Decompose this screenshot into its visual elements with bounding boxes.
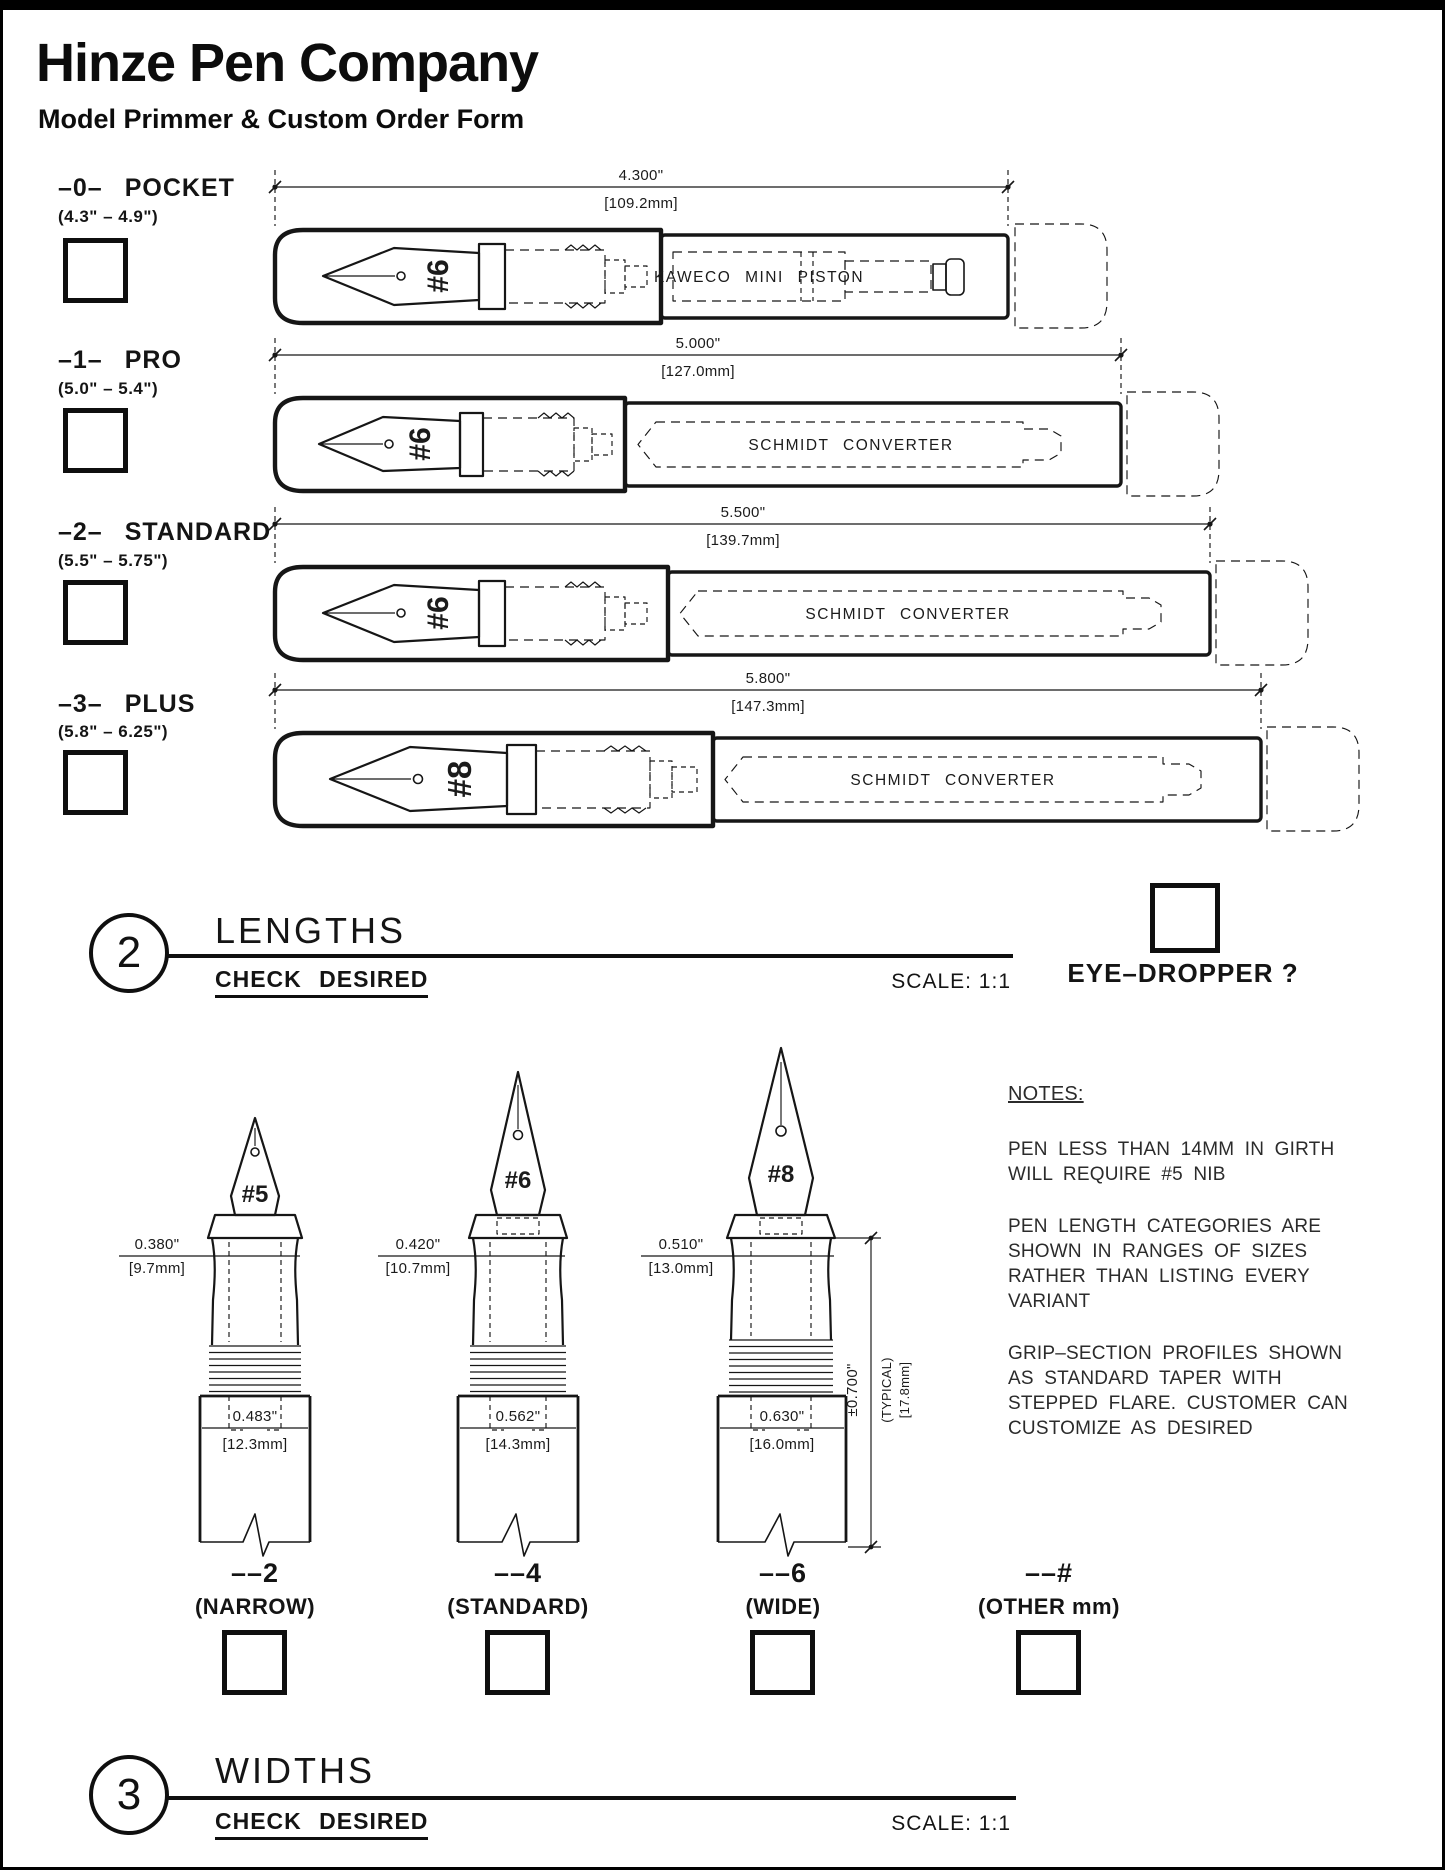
length-mm: [127.0mm] [661, 363, 735, 380]
pen-drawing-pocket [243, 160, 1373, 335]
scale-label: SCALE: 1:1 [891, 1812, 1011, 1835]
note-item: GRIP–SECTION PROFILES SHOWN AS STANDARD TAPER WITH STEPPED FLARE. CUSTOMER CAN CUSTOMIZE AS DESIRED [1008, 1343, 1348, 1439]
length-option-plus-label [58, 690, 195, 719]
length-name: PRO [124, 346, 182, 374]
length-inches: 5.500" [720, 504, 766, 521]
width-code-other: ––# [1024, 1558, 1074, 1588]
dimension [269, 335, 1127, 394]
cap-outline [1216, 561, 1308, 665]
checkbox-length-pro[interactable] [63, 408, 128, 473]
pen-outline [275, 727, 1359, 831]
length-code: –0– [58, 174, 103, 202]
width-mm: [16.0mm] [749, 1436, 815, 1453]
width-code-narrow: ––2 [230, 1558, 280, 1588]
filling-system-outline [680, 591, 1161, 636]
nib-drawing [330, 745, 697, 814]
filling-system-outline [638, 422, 1061, 467]
width-inches: 0.510" [658, 1236, 704, 1253]
bottom-width-dimension [460, 1408, 576, 1453]
length-mm: [139.7mm] [706, 532, 780, 549]
filling-system-label: SCHMIDT CONVERTER [748, 437, 954, 454]
scale-label: SCALE: 1:1 [891, 970, 1011, 993]
nib-size-label: #6 [404, 427, 437, 461]
width-inches: 0.483" [232, 1408, 278, 1425]
length-code: –1– [58, 346, 103, 374]
checkbox-length-plus[interactable] [63, 750, 128, 815]
length-range: (5.8" – 6.25") [58, 722, 169, 741]
filling-system-outline [654, 252, 964, 301]
pen-drawing-pro [243, 328, 1373, 503]
length-inches: 4.300" [618, 167, 664, 184]
checkbox-width-narrow[interactable] [222, 1630, 287, 1695]
length-range: (5.5" – 5.75") [58, 551, 169, 570]
filling-system-outline [725, 757, 1201, 802]
section-title-widths: WIDTHS [215, 1750, 375, 1791]
top-width-dimension [641, 1236, 834, 1277]
dimension [269, 670, 1267, 729]
grip-section-outline [200, 1215, 310, 1556]
notes-title: NOTES: [1008, 1083, 1084, 1105]
cap-outline [1267, 727, 1359, 831]
width-mm: [13.0mm] [648, 1260, 714, 1277]
nib-size-label: #6 [422, 596, 455, 630]
cap-outline [1015, 224, 1107, 328]
width-inches: 0.562" [495, 1408, 541, 1425]
nib-drawing [323, 581, 647, 646]
section-title-lengths: LENGTHS [215, 910, 407, 951]
nib-drawing [319, 413, 612, 476]
break-symbol [458, 1514, 578, 1556]
top-width-dimension [119, 1236, 300, 1277]
check-desired-label: CHECK DESIRED [215, 966, 428, 998]
length-range: (5.0" – 5.4") [58, 379, 159, 398]
width-code-standard: ––4 [493, 1558, 543, 1588]
check-desired-label: CHECK DESIRED [215, 1808, 428, 1840]
grip-section-drawing-narrow [103, 1030, 403, 1575]
width-mm: [14.3mm] [485, 1436, 551, 1453]
section-number: 2 [116, 928, 142, 977]
checkbox-length-pocket[interactable] [63, 238, 128, 303]
length-option-pro-label [58, 346, 182, 375]
height-inches: ±0.700" [844, 1363, 861, 1417]
length-name: STANDARD [124, 518, 272, 546]
note-item: PEN LESS THAN 14MM IN GIRTH WILL REQUIRE #5 NIB [1008, 1139, 1335, 1185]
cap-outline [1127, 392, 1219, 496]
nib-size-label: #5 [241, 1181, 269, 1208]
threads [209, 1346, 301, 1392]
note-item: PEN LENGTH CATEGORIES ARE SHOWN IN RANGES OF SIZES RATHER THAN LISTING EVERY VARIANT [1008, 1216, 1322, 1312]
nib-drawing [323, 244, 647, 309]
nib-drawing [231, 1118, 279, 1215]
nib-size-label: #6 [504, 1167, 532, 1194]
length-code: –3– [58, 690, 103, 718]
width-name-narrow: (NARROW) [194, 1594, 316, 1619]
length-mm: [109.2mm] [604, 195, 678, 212]
length-option-pocket-label [58, 174, 235, 203]
break-symbol [718, 1514, 846, 1556]
threads [729, 1340, 833, 1392]
nib-drawing [749, 1048, 813, 1215]
length-code: –2– [58, 518, 103, 546]
page-title: Hinze Pen Company [36, 33, 539, 93]
dimension [269, 167, 1014, 226]
pen-outline [275, 224, 1107, 328]
length-inches: 5.800" [745, 670, 791, 687]
grip-section-drawing-wide [633, 1030, 933, 1575]
length-name: POCKET [124, 174, 235, 202]
section-divider [165, 954, 1013, 958]
grip-section-drawing-standard [366, 1030, 666, 1575]
grip-section-outline [718, 1215, 846, 1556]
width-code-wide: ––6 [758, 1558, 808, 1588]
nib-size-label: #8 [767, 1161, 795, 1188]
width-name-standard: (STANDARD) [447, 1594, 589, 1619]
width-inches: 0.380" [134, 1236, 180, 1253]
section-number: 3 [116, 1770, 142, 1819]
checkbox-length-standard[interactable] [63, 580, 128, 645]
checkbox-width-standard[interactable] [485, 1630, 550, 1695]
filling-system-label: SCHMIDT CONVERTER [805, 606, 1011, 623]
length-option-standard-label [58, 518, 271, 547]
pen-drawing-standard [243, 497, 1373, 672]
bottom-width-dimension [202, 1408, 308, 1453]
dimension [269, 504, 1216, 563]
eyedropper-label: EYE–DROPPER ? [1067, 958, 1299, 988]
page-subtitle: Model Primmer & Custom Order Form [38, 104, 525, 134]
bottom-width-dimension [720, 1408, 844, 1453]
notes-block [1008, 1082, 1373, 1468]
checkbox-eyedropper[interactable] [1150, 883, 1220, 953]
width-inches: 0.420" [395, 1236, 441, 1253]
length-inches: 5.000" [675, 335, 721, 352]
width-mm: [10.7mm] [385, 1260, 451, 1277]
break-symbol [200, 1514, 310, 1556]
filling-system-label: KAWECO MINI PISTON [653, 269, 865, 286]
width-mm: [12.3mm] [222, 1436, 288, 1453]
section-divider [165, 1796, 1016, 1800]
section-number-badge [89, 1755, 169, 1835]
nib-size-label: #8 [441, 760, 478, 798]
filling-system-label: SCHMIDT CONVERTER [850, 772, 1056, 789]
nib-size-label: #6 [422, 259, 455, 293]
width-inches: 0.630" [759, 1408, 805, 1425]
pen-outline [275, 392, 1219, 496]
checkbox-width-other[interactable] [1016, 1630, 1081, 1695]
height-note: (TYPICAL) [879, 1357, 894, 1423]
height-dimension [835, 1232, 912, 1553]
section-number-badge [89, 913, 169, 993]
top-width-dimension [378, 1236, 565, 1277]
pen-outline [275, 561, 1308, 665]
threads [470, 1346, 566, 1392]
checkbox-width-wide[interactable] [750, 1630, 815, 1695]
length-mm: [147.3mm] [731, 698, 805, 715]
length-range: (4.3" – 4.9") [58, 207, 159, 226]
grip-section-outline [458, 1215, 578, 1556]
pen-drawing-plus [243, 663, 1373, 838]
width-name-other: (OTHER mm) [978, 1594, 1120, 1619]
height-mm: [17.8mm] [897, 1361, 912, 1419]
width-mm: [9.7mm] [128, 1260, 186, 1277]
length-name: PLUS [124, 690, 196, 718]
width-name-wide: (WIDE) [745, 1594, 821, 1619]
nib-drawing [491, 1072, 545, 1215]
